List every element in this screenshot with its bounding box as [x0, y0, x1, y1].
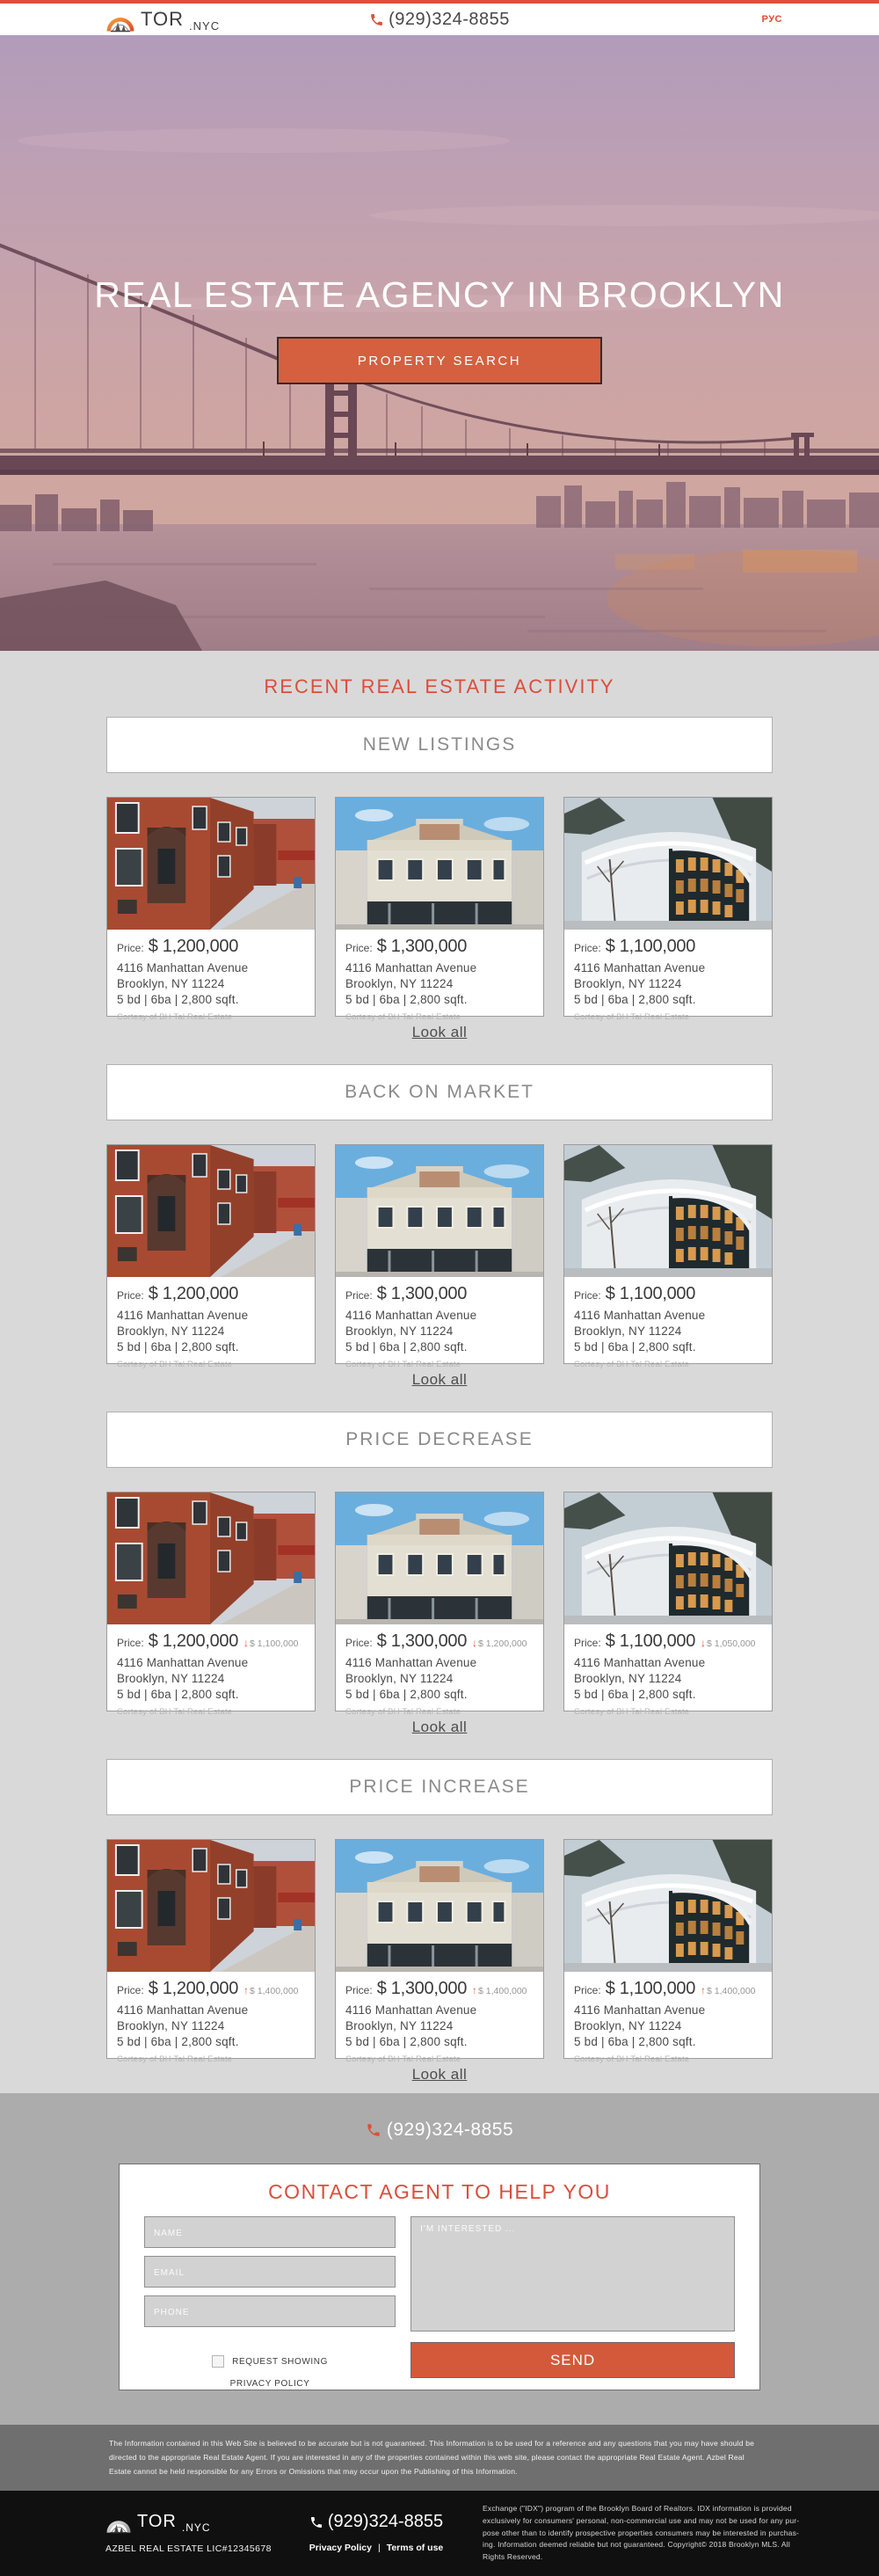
hero-title: REAL ESTATE AGENCY IN BROOKLYN	[94, 274, 785, 315]
price-value: $ 1,100,000	[605, 1284, 696, 1303]
property-specs: 5 bd | 6ba | 2,800 sqft.	[345, 2034, 468, 2048]
email-field[interactable]	[144, 2256, 396, 2288]
price-row	[574, 1631, 766, 1652]
price-label: Price:	[117, 1637, 144, 1649]
price-change	[701, 1637, 755, 1649]
price-row	[574, 937, 766, 957]
logo[interactable]	[105, 5, 220, 33]
price-change-arrow-icon: ↑	[243, 1984, 250, 1996]
price-label: Price:	[117, 1984, 144, 1996]
comments-field[interactable]	[410, 2216, 735, 2332]
price-row	[574, 1284, 766, 1304]
courtesy-note: Cortesy of BH Tal Real Estate	[345, 1359, 461, 1369]
address-line1: 4116 Manhattan Avenue	[345, 1309, 477, 1322]
contact-form	[119, 2164, 760, 2390]
address-line1: 4116 Manhattan Avenue	[117, 1656, 249, 1669]
property-card[interactable]	[335, 1492, 544, 1717]
send-button[interactable]: SEND	[410, 2342, 735, 2378]
language-switch-rus[interactable]: РУС	[761, 14, 782, 25]
modern-building-photo	[564, 1492, 772, 1624]
footer-logo[interactable]	[105, 2510, 286, 2534]
property-card[interactable]	[335, 797, 544, 1022]
header-phone-number: (929)324-8855	[389, 9, 510, 29]
look-all-row	[106, 1024, 773, 1043]
address-line1: 4116 Manhattan Avenue	[345, 2003, 477, 2017]
cards-row	[106, 797, 773, 1022]
price-value: $ 1,200,000	[148, 1284, 239, 1303]
courtesy-note: Cortesy of BH Tal Real Estate	[117, 2054, 233, 2064]
price-row	[117, 1979, 309, 1999]
price-label: Price:	[117, 942, 144, 954]
property-specs: 5 bd | 6ba | 2,800 sqft.	[117, 2034, 239, 2048]
modern-building-photo	[564, 798, 772, 930]
price-change	[701, 1984, 755, 1996]
property-card[interactable]	[106, 797, 316, 1022]
property-card[interactable]	[563, 1839, 773, 2064]
price-change-arrow-icon: ↓	[701, 1637, 707, 1649]
price-change-value: $ 1,050,000	[707, 1638, 756, 1649]
recent-activity-title: RECENT REAL ESTATE ACTIVITY	[264, 675, 615, 697]
cards-row	[106, 1839, 773, 2064]
property-card-body	[564, 1277, 772, 1369]
courtesy-note: Cortesy of BH Tal Real Estate	[574, 1706, 690, 1717]
property-card[interactable]	[563, 1492, 773, 1717]
look-all-link[interactable]: Look all	[411, 2066, 468, 2083]
section-title: NEW LISTINGS	[362, 734, 517, 755]
footer-idx-line: Rights Reserved.	[483, 2552, 543, 2562]
courtesy-note: Cortesy of BH Tal Real Estate	[574, 1359, 690, 1369]
courtesy-note: Cortesy of BH Tal Real Estate	[345, 2054, 461, 2064]
address-line1: 4116 Manhattan Avenue	[345, 1656, 477, 1669]
disclaimer-line: Estate cannot be held responsible for any Errors or Omissions that may occur upon the Publishing of this Information.	[109, 2467, 518, 2477]
footer-links	[293, 2543, 460, 2553]
footer-idx-line: ing. Information deemed reliable but not guaranteed. Copyright© 2018 Brooklyn MLS. All	[483, 2540, 790, 2550]
footer-phone-link[interactable]	[293, 2512, 460, 2532]
price-change-arrow-icon: ↑	[701, 1984, 707, 1996]
recent-activity-section	[0, 651, 879, 2093]
courtesy-note: Cortesy of BH Tal Real Estate	[117, 1706, 233, 1717]
price-change	[472, 1984, 527, 1996]
look-all-link[interactable]: Look all	[411, 1371, 468, 1388]
stone-building-photo	[336, 798, 543, 930]
property-photo	[564, 1492, 772, 1624]
price-change-value: $ 1,100,000	[250, 1638, 299, 1649]
contact-form-grid	[144, 2216, 735, 2389]
price-row	[117, 1284, 309, 1304]
price-label: Price:	[345, 1289, 373, 1302]
footer-idx-line: Exchange ("IDX") program of the Brooklyn Board of Realtors. IDX information is provided	[483, 2504, 792, 2513]
property-card-body	[107, 1624, 315, 1717]
footer-brand-column	[105, 2491, 286, 2576]
brick-building-photo	[107, 1840, 315, 1972]
price-change-arrow-icon: ↓	[243, 1637, 250, 1649]
price-value: $ 1,300,000	[376, 1284, 468, 1303]
phone-icon	[309, 2515, 323, 2529]
stone-building-photo	[336, 1840, 543, 1972]
look-all-row	[106, 2066, 773, 2085]
contact-form-title: CONTACT AGENT TO HELP YOU	[268, 2180, 611, 2203]
listing-sections	[106, 717, 773, 2085]
price-value: $ 1,200,000	[148, 1979, 239, 1998]
address-line1: 4116 Manhattan Avenue	[574, 2003, 706, 2017]
address-line2: Brooklyn, NY 11224	[345, 1671, 454, 1685]
listing-section	[106, 1759, 773, 2085]
courtesy-note: Cortesy of BH Tal Real Estate	[574, 2054, 690, 2064]
courtesy-note: Cortesy of BH Tal Real Estate	[117, 1359, 233, 1369]
address-line2: Brooklyn, NY 11224	[345, 976, 454, 990]
modern-building-photo	[564, 1145, 772, 1277]
property-photo	[564, 1145, 772, 1277]
contact-form-left-column	[144, 2216, 396, 2389]
section-title: PRICE INCREASE	[349, 1777, 530, 1797]
price-value: $ 1,300,000	[376, 1631, 468, 1651]
footer-idx-disclaimer	[483, 2491, 827, 2576]
property-specs: 5 bd | 6ba | 2,800 sqft.	[117, 992, 239, 1006]
price-row	[345, 937, 538, 957]
address-line2: Brooklyn, NY 11224	[345, 2018, 454, 2032]
property-specs: 5 bd | 6ba | 2,800 sqft.	[345, 1687, 468, 1701]
property-specs: 5 bd | 6ba | 2,800 sqft.	[574, 2034, 696, 2048]
property-card[interactable]	[563, 797, 773, 1022]
price-change	[243, 1984, 298, 1996]
property-card-body	[107, 1277, 315, 1369]
listing-section	[106, 717, 773, 1043]
property-card[interactable]	[563, 1144, 773, 1369]
courtesy-note: Cortesy of BH Tal Real Estate	[117, 1011, 233, 1022]
price-value: $ 1,100,000	[605, 1631, 696, 1651]
modern-building-photo	[564, 1840, 772, 1972]
property-photo	[336, 798, 543, 930]
price-label: Price:	[574, 1984, 601, 1996]
footer-privacy-policy-link[interactable]: Privacy Policy	[309, 2543, 372, 2553]
property-specs: 5 bd | 6ba | 2,800 sqft.	[574, 992, 696, 1006]
disclaimer-band	[0, 2425, 879, 2491]
courtesy-note: Cortesy of BH Tal Real Estate	[345, 1706, 461, 1717]
look-all-row	[106, 1371, 773, 1390]
property-card-body	[336, 930, 543, 1022]
price-value: $ 1,300,000	[376, 937, 468, 956]
property-photo	[564, 1840, 772, 1972]
price-change	[472, 1637, 527, 1649]
price-label: Price:	[345, 1637, 373, 1649]
logo-arch-icon	[105, 5, 135, 33]
property-photo	[107, 1492, 315, 1624]
property-card-body	[336, 1624, 543, 1717]
property-card-body	[107, 1972, 315, 2064]
address-line2: Brooklyn, NY 11224	[117, 2018, 225, 2032]
address-line2: Brooklyn, NY 11224	[117, 976, 225, 990]
property-card[interactable]	[106, 1492, 316, 1717]
request-showing-checkbox[interactable]	[212, 2355, 224, 2368]
address-line2: Brooklyn, NY 11224	[117, 1671, 225, 1685]
price-change	[243, 1637, 298, 1649]
price-label: Price:	[574, 942, 601, 954]
property-card-body	[107, 930, 315, 1022]
section-header	[106, 717, 773, 773]
logo-suffix: .NYC	[189, 19, 221, 33]
address-line1: 4116 Manhattan Avenue	[117, 961, 249, 974]
address-line2: Brooklyn, NY 11224	[574, 1671, 682, 1685]
price-label: Price:	[574, 1637, 601, 1649]
contact-phone-link[interactable]	[0, 2120, 879, 2141]
request-showing-label: REQUEST SHOWING	[232, 2356, 328, 2367]
property-card[interactable]	[335, 1839, 544, 2064]
property-card-body	[336, 1972, 543, 2064]
address-line1: 4116 Manhattan Avenue	[574, 1656, 706, 1669]
address-line1: 4116 Manhattan Avenue	[117, 1309, 249, 1322]
stone-building-photo	[336, 1145, 543, 1277]
phone-icon	[366, 2122, 381, 2138]
property-card[interactable]	[106, 1144, 316, 1369]
property-card-body	[564, 1972, 772, 2064]
property-card-body	[564, 930, 772, 1022]
courtesy-note: Cortesy of BH Tal Real Estate	[574, 1011, 690, 1022]
site-header	[0, 4, 879, 35]
footer-logo-arch-icon	[105, 2510, 132, 2534]
brick-building-photo	[107, 798, 315, 930]
footer-terms-link[interactable]: Terms of use	[386, 2543, 444, 2553]
price-change-arrow-icon: ↑	[472, 1984, 478, 1996]
stone-building-photo	[336, 1492, 543, 1624]
privacy-policy-link[interactable]: PRIVACY POLICY	[229, 2379, 310, 2389]
address-line2: Brooklyn, NY 11224	[574, 1324, 682, 1338]
address-line2: Brooklyn, NY 11224	[117, 1324, 225, 1338]
address-line1: 4116 Manhattan Avenue	[574, 961, 706, 974]
footer-phone-number: (929)324-8855	[327, 2512, 444, 2531]
footer-logo-suffix: .NYC	[181, 2521, 211, 2534]
property-photo	[107, 1145, 315, 1277]
price-label: Price:	[574, 1289, 601, 1302]
address-line2: Brooklyn, NY 11224	[574, 976, 682, 990]
price-row	[345, 1631, 538, 1652]
cards-row	[106, 1492, 773, 1717]
price-row	[345, 1979, 538, 1999]
price-value: $ 1,200,000	[148, 1631, 239, 1651]
phone-icon	[369, 12, 384, 27]
price-change-value: $ 1,400,000	[478, 1986, 527, 1996]
address-line1: 4116 Manhattan Avenue	[117, 2003, 249, 2017]
brick-building-photo	[107, 1145, 315, 1277]
property-photo	[336, 1492, 543, 1624]
price-row	[117, 1631, 309, 1652]
footer-phone-column	[293, 2491, 460, 2576]
price-label: Price:	[345, 1984, 373, 1996]
property-specs: 5 bd | 6ba | 2,800 sqft.	[117, 1339, 239, 1354]
price-change-arrow-icon: ↓	[472, 1637, 478, 1649]
price-row	[574, 1979, 766, 1999]
name-field[interactable]	[144, 2216, 396, 2248]
contact-section	[0, 2093, 879, 2425]
property-specs: 5 bd | 6ba | 2,800 sqft.	[574, 1687, 696, 1701]
price-label: Price:	[345, 942, 373, 954]
look-all-row	[106, 1719, 773, 1738]
property-card-body	[336, 1277, 543, 1369]
address-line2: Brooklyn, NY 11224	[574, 2018, 682, 2032]
price-change-value: $ 1,400,000	[250, 1986, 299, 1996]
property-specs: 5 bd | 6ba | 2,800 sqft.	[574, 1339, 696, 1354]
price-value: $ 1,200,000	[148, 937, 239, 956]
property-card[interactable]	[335, 1144, 544, 1369]
footer-license: AZBEL REAL ESTATE LIC#12345678	[105, 2543, 272, 2554]
footer-logo-text: TOR	[137, 2512, 177, 2531]
brick-building-photo	[107, 1492, 315, 1624]
price-value: $ 1,300,000	[376, 1979, 468, 1998]
cards-row	[106, 1144, 773, 1369]
footer-links-separator: |	[377, 2543, 381, 2553]
price-row	[345, 1284, 538, 1304]
look-all-link[interactable]: Look all	[411, 1024, 468, 1040]
price-value: $ 1,100,000	[605, 937, 696, 956]
property-specs: 5 bd | 6ba | 2,800 sqft.	[117, 1687, 239, 1701]
request-showing-row	[144, 2355, 396, 2368]
disclaimer-text	[109, 2436, 879, 2478]
site-footer	[0, 2491, 879, 2576]
section-title: PRICE DECREASE	[345, 1429, 534, 1449]
price-value: $ 1,100,000	[605, 1979, 696, 1998]
phone-field[interactable]	[144, 2295, 396, 2327]
price-change-value: $ 1,200,000	[478, 1638, 527, 1649]
property-photo	[107, 1840, 315, 1972]
property-photo	[336, 1840, 543, 1972]
property-card[interactable]	[106, 1839, 316, 2064]
property-search-button[interactable]: PROPERTY SEARCH	[277, 337, 602, 384]
price-label: Price:	[117, 1289, 144, 1302]
property-photo	[564, 798, 772, 930]
address-line2: Brooklyn, NY 11224	[345, 1324, 454, 1338]
disclaimer-line: directed to the appropriate Real Estate Agent. If you are interested in any of the properties contained within this web site, please contact the appropriate Real Estate Agent. Azbel Real	[109, 2453, 745, 2463]
listing-section	[106, 1412, 773, 1738]
property-photo	[107, 798, 315, 930]
section-header	[106, 1759, 773, 1815]
listing-section	[106, 1064, 773, 1390]
address-line1: 4116 Manhattan Avenue	[574, 1309, 706, 1322]
disclaimer-line: The Information contained in this Web Site is believed to be accurate but is not guaranteed. This Information is to be used for a reference and any questions that you may have should be	[109, 2439, 755, 2448]
courtesy-note: Cortesy of BH Tal Real Estate	[345, 1011, 461, 1022]
section-header	[106, 1412, 773, 1468]
section-header	[106, 1064, 773, 1120]
property-specs: 5 bd | 6ba | 2,800 sqft.	[345, 992, 468, 1006]
price-change-value: $ 1,400,000	[707, 1986, 756, 1996]
footer-idx-line: exclusively for consumers' personal, non-commercial use and may not be used for any pur-	[483, 2515, 800, 2525]
hero-section	[0, 35, 879, 651]
property-specs: 5 bd | 6ba | 2,800 sqft.	[345, 1339, 468, 1354]
section-title: BACK ON MARKET	[345, 1082, 534, 1102]
hero-content	[0, 35, 879, 384]
property-photo	[336, 1145, 543, 1277]
footer-idx-line: pose other than to identify prospective properties consumers may be interested in purchas-	[483, 2528, 800, 2537]
address-line1: 4116 Manhattan Avenue	[345, 961, 477, 974]
property-card-body	[564, 1624, 772, 1717]
header-phone-link[interactable]	[369, 10, 510, 30]
logo-text: TOR	[141, 8, 185, 30]
contact-phone-number: (929)324-8855	[386, 2120, 514, 2140]
price-row	[117, 937, 309, 957]
contact-form-right-column	[410, 2216, 735, 2389]
look-all-link[interactable]: Look all	[411, 1719, 468, 1735]
